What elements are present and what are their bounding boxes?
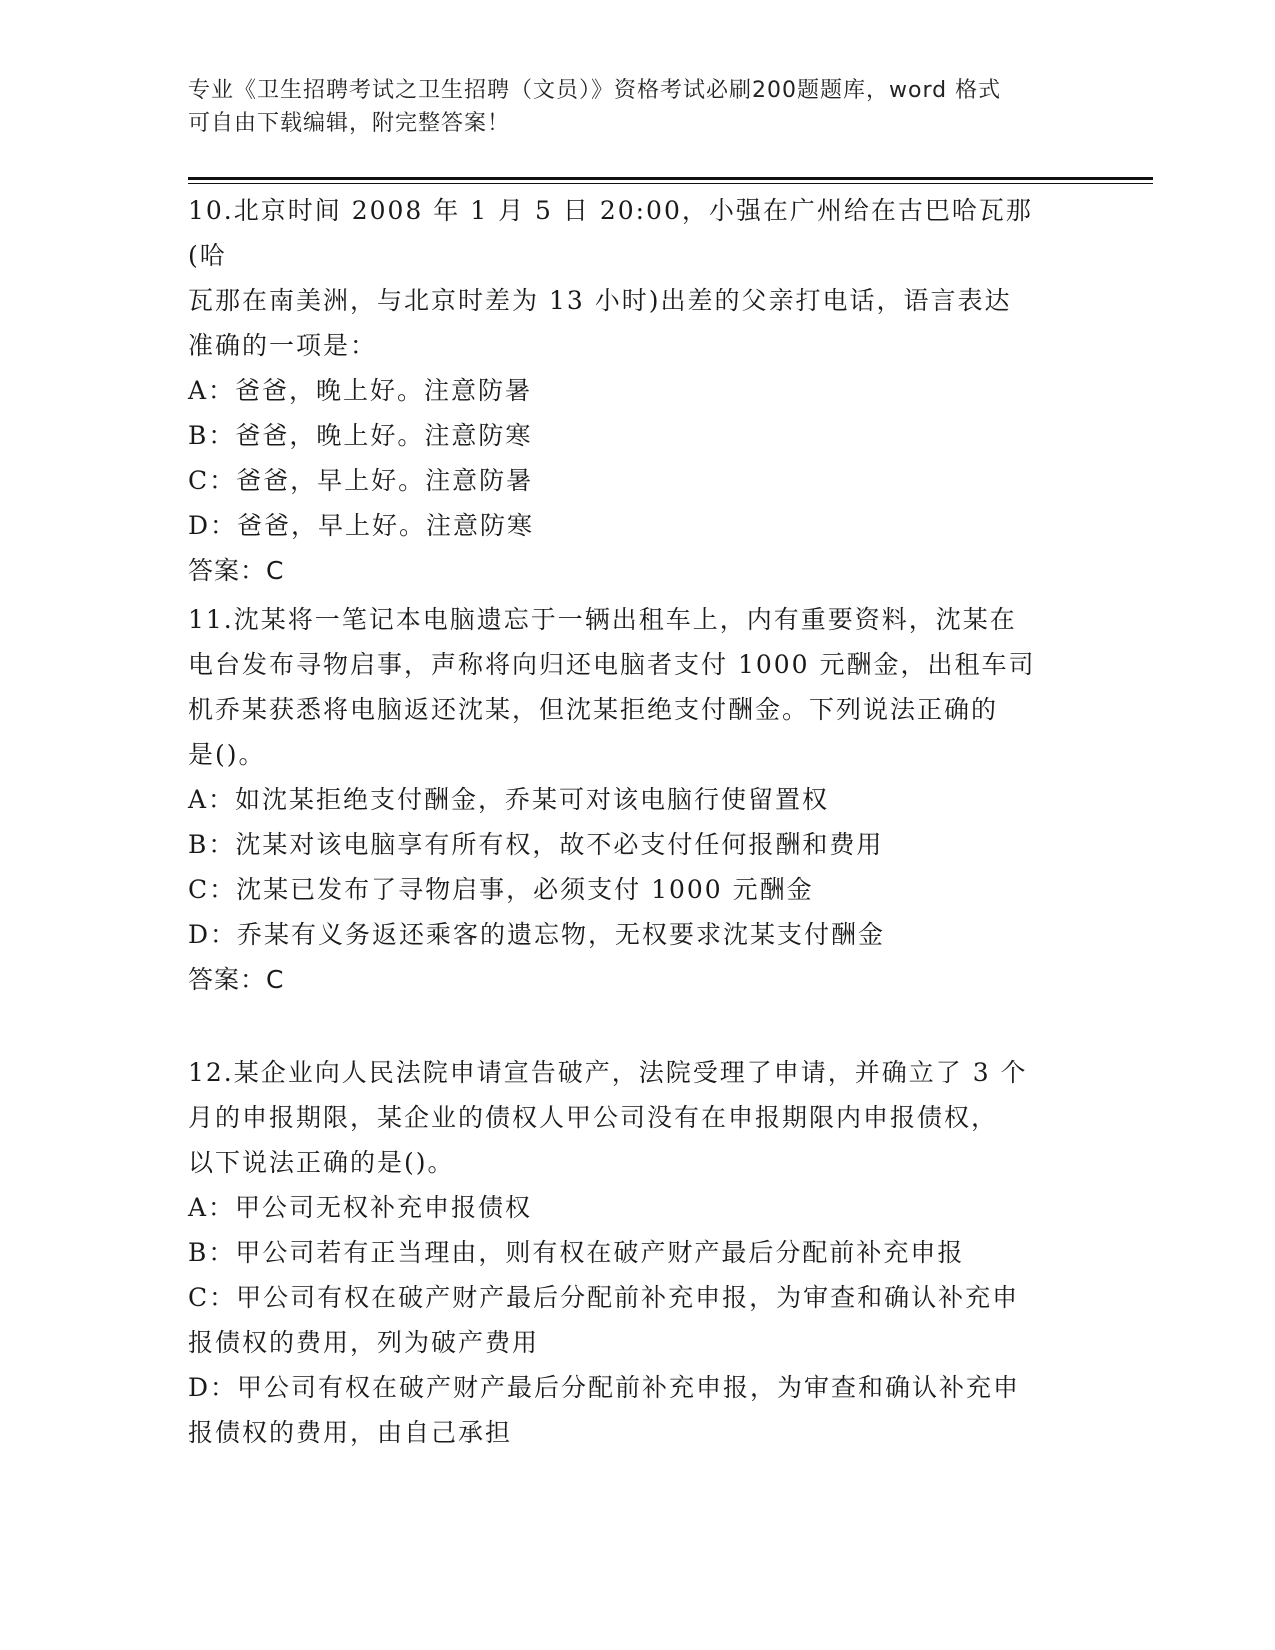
option-b: B：爸爸，晚上好。注意防寒	[188, 421, 533, 450]
document-header	[188, 74, 1068, 140]
option-d-line: D：甲公司有权在破产财产最后分配前补充申报，为审查和确认补充申	[188, 1373, 1021, 1402]
option-a: A：甲公司无权补充申报债权	[188, 1193, 533, 1222]
option-c	[188, 1275, 1068, 1365]
option-c-line: C：甲公司有权在破产财产最后分配前补充申报，为审查和确认补充申	[188, 1283, 1020, 1312]
option-a: A：如沈某拒绝支付酬金，乔某可对该电脑行使留置权	[188, 785, 830, 814]
stem-line: 12.某企业向人民法院申请宣告破产，法院受理了申请，并确立了 3 个	[188, 1058, 1028, 1087]
header-line-1: 专业《卫生招聘考试之卫生招聘（文员）》资格考试必刷200题题库，word 格式	[188, 78, 1002, 103]
stem-line: 机乔某获悉将电脑返还沈某，但沈某拒绝支付酬金。下列说法正确的	[188, 695, 999, 724]
question-11	[188, 597, 1068, 1002]
option-c-line: 报债权的费用，列为破产费用	[188, 1328, 540, 1357]
stem-line: 以下说法正确的是()。	[188, 1148, 455, 1177]
option-d: D：爸爸，早上好。注意防寒	[188, 511, 535, 540]
option-d-line: 报债权的费用，由自己承担	[188, 1418, 513, 1447]
stem-line: 月的申报期限，某企业的债权人甲公司没有在申报期限内申报债权，	[188, 1103, 999, 1132]
option-c: C：沈某已发布了寻物启事，必须支付 1000 元酬金	[188, 875, 814, 904]
question-stem	[188, 1050, 1068, 1185]
stem-line: 是()。	[188, 740, 266, 769]
stem-line: 瓦那在南美洲，与北京时差为 13 小时)出差的父亲打电话，语言表达	[188, 286, 1012, 315]
option-b: B：沈某对该电脑享有所有权，故不必支付任何报酬和费用	[188, 830, 884, 859]
option-b: B：甲公司若有正当理由，则有权在破产财产最后分配前补充申报	[188, 1238, 965, 1267]
option-c: C：爸爸，早上好。注意防暑	[188, 466, 534, 495]
header-line-2: 可自由下载编辑，附完整答案！	[188, 111, 511, 136]
option-d	[188, 1365, 1068, 1455]
question-stem	[188, 597, 1068, 777]
question-10	[188, 188, 1068, 593]
header-divider-thick	[188, 177, 1153, 180]
stem-line: 11.沈某将一笔记本电脑遗忘于一辆出租车上，内有重要资料，沈某在	[188, 605, 1017, 634]
answer-line: 答案：C	[188, 965, 285, 994]
option-d: D：乔某有义务返还乘客的遗忘物，无权要求沈某支付酬金	[188, 920, 886, 949]
stem-line: 10.北京时间 2008 年 1 月 5 日 20:00，小强在广州给在古巴哈瓦那(哈	[188, 196, 1033, 270]
stem-line: 准确的一项是：	[188, 331, 378, 360]
option-a: A：爸爸，晚上好。注意防暑	[188, 376, 533, 405]
stem-line: 电台发布寻物启事，声称将向归还电脑者支付 1000 元酬金，出租车司	[188, 650, 1036, 679]
header-divider-thin	[188, 183, 1153, 184]
question-stem	[188, 188, 1068, 368]
answer-line: 答案：C	[188, 556, 285, 585]
question-12	[188, 1050, 1068, 1455]
